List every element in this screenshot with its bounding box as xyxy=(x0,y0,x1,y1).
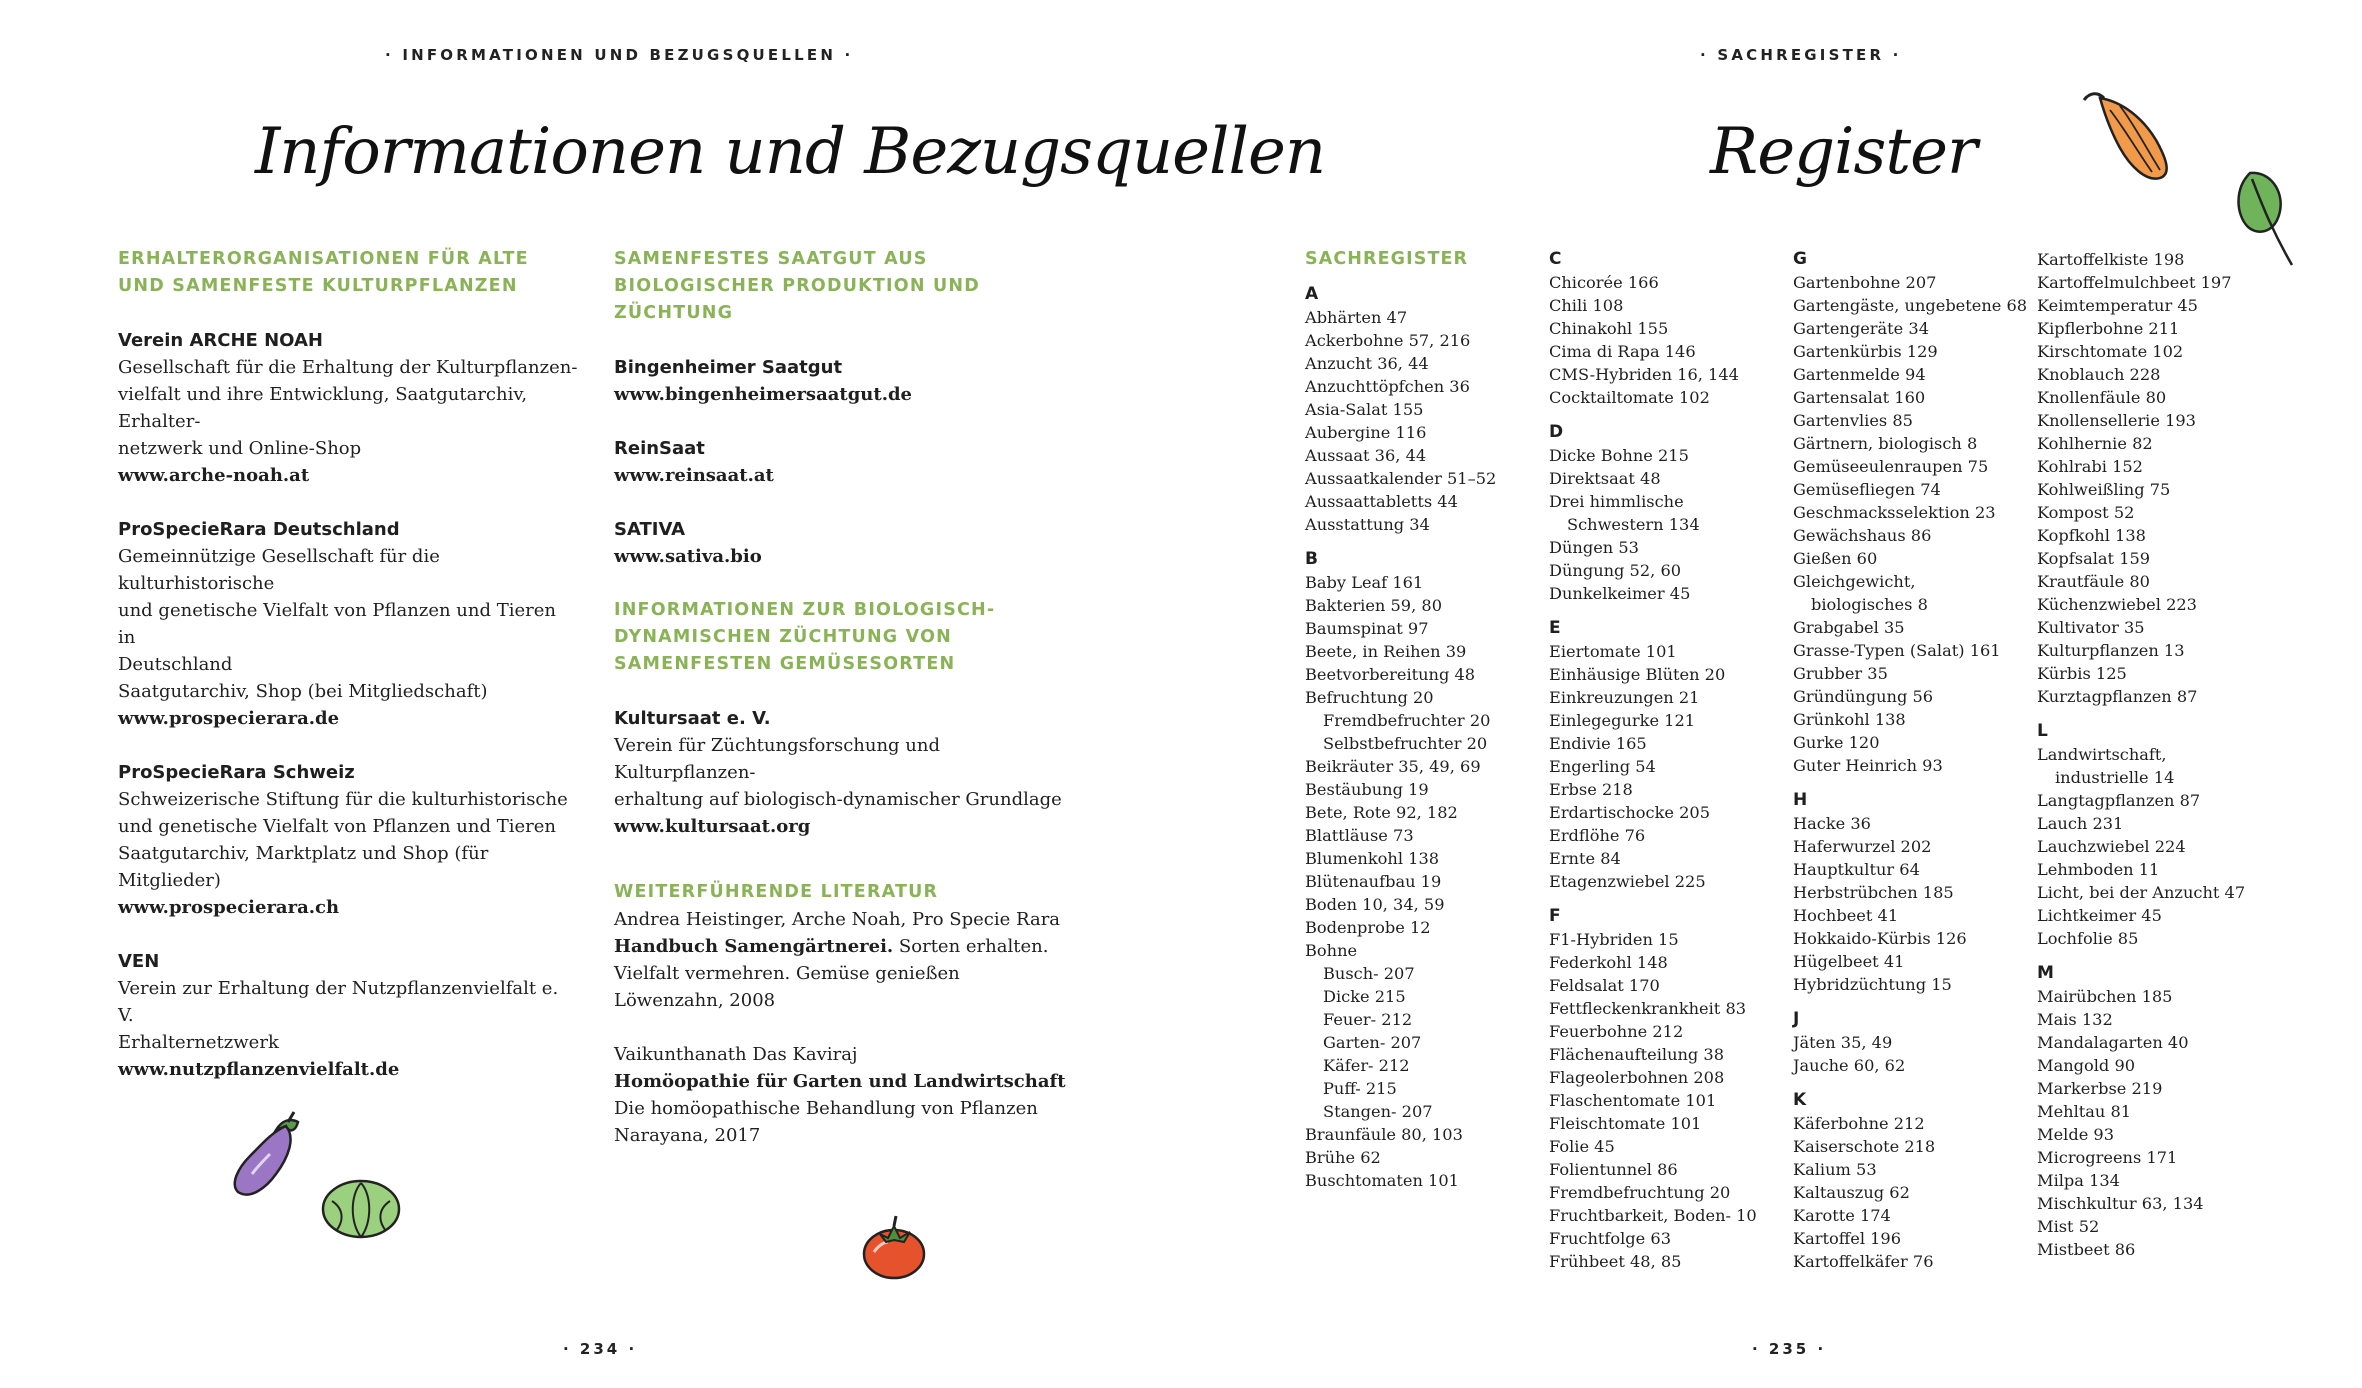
index-entry: Kartoffelkiste 198 xyxy=(2037,250,2185,269)
index-entry: Jäten 35, 49 xyxy=(1793,1033,1893,1052)
index-entry: Jauche 60, 62 xyxy=(1793,1056,1906,1075)
index-entry: Bete, Rote 92, 182 xyxy=(1305,803,1458,822)
index-letter-heading: F xyxy=(1549,906,1561,926)
organization-description: Verein zur Erhaltung der Nutzpflanzenvielfalt e. V. Erhalternetzwerk xyxy=(118,978,559,1053)
index-entry: Kompost 52 xyxy=(2037,503,2135,522)
organization-description: Gesellschaft für die Erhaltung der Kulturpflanzen- vielfalt und ihre Entwicklung, Saatgutarchiv, Erhalter- netzwerk und Online-Shop xyxy=(118,357,578,459)
source-name: SATIVA xyxy=(614,519,686,540)
index-letter-heading: G xyxy=(1793,249,1807,269)
index-entry: Krautfäule 80 xyxy=(2037,572,2150,591)
index-letter-heading: J xyxy=(1793,1009,1800,1029)
index-entry: Garten- 207 xyxy=(1323,1033,1422,1052)
source-link[interactable]: www.bingenheimersaatgut.de xyxy=(614,384,913,405)
index-entry: Knollensellerie 193 xyxy=(2037,411,2196,430)
index-entry: Bestäubung 19 xyxy=(1305,780,1429,799)
index-column-4 xyxy=(2037,248,2272,1261)
index-entry: Grünkohl 138 xyxy=(1793,710,1906,729)
eggplant-icon xyxy=(228,1108,308,1208)
index-entry: Fleischtomate 101 xyxy=(1549,1114,1702,1133)
index-entry: Frühbeet 48, 85 xyxy=(1549,1252,1682,1271)
index-entry: Mistbeet 86 xyxy=(2037,1240,2136,1259)
section-heading-organizations: ERHALTERORGANISATIONEN FÜR ALTE UND SAMENFESTE KULTURPFLANZEN xyxy=(118,249,529,296)
organization-link[interactable]: www.nutzpflanzenvielfalt.de xyxy=(118,1059,400,1080)
running-head-left: · INFORMATIONEN UND BEZUGSQUELLEN · xyxy=(385,46,854,64)
index-entry: Kartoffelmulchbeet 197 xyxy=(2037,273,2232,292)
page-title-right: Register xyxy=(1710,115,1977,189)
index-entry: Kartoffel 196 xyxy=(1793,1229,1902,1248)
index-entry: Feuerbohne 212 xyxy=(1549,1022,1684,1041)
index-entry: Kopfkohl 138 xyxy=(2037,526,2146,545)
index-column-2 xyxy=(1549,248,1784,1273)
organization-link[interactable]: www.prospecierara.ch xyxy=(118,897,340,918)
index-entry: Bakterien 59, 80 xyxy=(1305,596,1442,615)
lit-title: Homöopathie für Garten und Landwirtschaft xyxy=(614,1071,1066,1092)
index-entry: Ausstattung 34 xyxy=(1305,515,1430,534)
organization-entry xyxy=(118,327,578,489)
index-entry: Lochfolie 85 xyxy=(2037,929,2139,948)
index-entry: Guter Heinrich 93 xyxy=(1793,756,1943,775)
index-entry: Kohlweißling 75 xyxy=(2037,480,2171,499)
index-entry: Blattläuse 73 xyxy=(1305,826,1414,845)
index-entry: Kohlrabi 152 xyxy=(2037,457,2143,476)
index-entry: Melde 93 xyxy=(2037,1125,2115,1144)
index-entry: Knollenfäule 80 xyxy=(2037,388,2167,407)
organization-entry xyxy=(118,759,578,921)
index-title: SACHREGISTER xyxy=(1305,249,1469,269)
lit-author: Andrea Heistinger, Arche Noah, Pro Specie Rara xyxy=(614,909,1061,930)
source-link[interactable]: www.reinsaat.at xyxy=(614,465,774,486)
index-entry: F1-Hybriden 15 xyxy=(1549,930,1679,949)
index-entry: Hokkaido-Kürbis 126 xyxy=(1793,929,1967,948)
index-entry: Gartengeräte 34 xyxy=(1793,319,1929,338)
index-letter-heading: K xyxy=(1793,1090,1807,1110)
tomato-icon xyxy=(858,1212,930,1284)
index-entry: Kohlhernie 82 xyxy=(2037,434,2153,453)
index-entry: Landwirtschaft, xyxy=(2037,745,2167,764)
index-entry: Schwestern 134 xyxy=(1567,515,1700,534)
organization-description: Schweizerische Stiftung für die kulturhistorische und genetische Vielfalt von Pflanzen und Tieren Saatgutarchiv, Marktplatz und Shop (für Mitglieder) xyxy=(118,789,568,891)
index-entry: Keimtemperatur 45 xyxy=(2037,296,2198,315)
index-entry: Beete, in Reihen 39 xyxy=(1305,642,1467,661)
index-entry: Hügelbeet 41 xyxy=(1793,952,1905,971)
index-entry: Feuer- 212 xyxy=(1323,1010,1413,1029)
index-entry: Braunfäule 80, 103 xyxy=(1305,1125,1463,1144)
section-heading-literature: WEITERFÜHRENDE LITERATUR xyxy=(614,882,939,902)
index-entry: Gärtnern, biologisch 8 xyxy=(1793,434,1978,453)
lit-publisher: Narayana, 2017 xyxy=(614,1125,761,1146)
source-link[interactable]: www.kultursaat.org xyxy=(614,816,811,837)
section-heading-biodynamic: INFORMATIONEN ZUR BIOLOGISCH-DYNAMISCHEN ZÜCHTUNG VON SAMENFESTEN GEMÜSESORTEN xyxy=(614,600,996,674)
index-entry: Haferwurzel 202 xyxy=(1793,837,1932,856)
index-entry: Blumenkohl 138 xyxy=(1305,849,1440,868)
index-entry: industrielle 14 xyxy=(2055,768,2175,787)
index-entry: Fettfleckenkrankheit 83 xyxy=(1549,999,1747,1018)
index-entry: Cocktailtomate 102 xyxy=(1549,388,1710,407)
organization-entry xyxy=(118,948,578,1083)
index-entry: Baby Leaf 161 xyxy=(1305,573,1424,592)
index-entry: Kalium 53 xyxy=(1793,1160,1877,1179)
index-entry: Fremdbefruchtung 20 xyxy=(1549,1183,1731,1202)
index-entry: Microgreens 171 xyxy=(2037,1148,2178,1167)
index-entry: Aussaatkalender 51–52 xyxy=(1305,469,1497,488)
index-letter-heading: L xyxy=(2037,721,2048,741)
index-entry: Etagenzwiebel 225 xyxy=(1549,872,1706,891)
index-entry: Brühe 62 xyxy=(1305,1148,1381,1167)
index-entry: Selbstbefruchter 20 xyxy=(1323,734,1488,753)
literature-entry xyxy=(614,906,1084,1014)
index-entry: Markerbse 219 xyxy=(2037,1079,2163,1098)
index-letter-heading: E xyxy=(1549,618,1561,638)
index-entry: Einlegegurke 121 xyxy=(1549,711,1696,730)
index-entry: Kulturpflanzen 13 xyxy=(2037,641,2185,660)
index-entry: Einkreuzungen 21 xyxy=(1549,688,1700,707)
page-number-right: · 235 · xyxy=(1752,1340,1827,1358)
index-entry: Beikräuter 35, 49, 69 xyxy=(1305,757,1481,776)
index-entry: Hacke 36 xyxy=(1793,814,1871,833)
index-entry: Gemüseeulenraupen 75 xyxy=(1793,457,1989,476)
index-entry: Dunkelkeimer 45 xyxy=(1549,584,1691,603)
index-entry: Abhärten 47 xyxy=(1305,308,1408,327)
sources-column xyxy=(614,246,1084,1176)
index-entry: Busch- 207 xyxy=(1323,964,1415,983)
index-entry: Gartenvlies 85 xyxy=(1793,411,1913,430)
index-column-3 xyxy=(1793,248,2028,1273)
index-entry: Erbse 218 xyxy=(1549,780,1633,799)
index-entry: Gründüngung 56 xyxy=(1793,687,1934,706)
index-entry: Anzucht 36, 44 xyxy=(1305,354,1429,373)
index-entry: Gemüsefliegen 74 xyxy=(1793,480,1941,499)
index-entry: Grabgabel 35 xyxy=(1793,618,1905,637)
source-name: Bingenheimer Saatgut xyxy=(614,357,843,378)
index-entry: Buschtomaten 101 xyxy=(1305,1171,1459,1190)
index-entry: Licht, bei der Anzucht 47 xyxy=(2037,883,2246,902)
index-entry: Hybridzüchtung 15 xyxy=(1793,975,1952,994)
source-description: Verein für Züchtungsforschung und Kulturpflanzen- erhaltung auf biologisch-dynamischer Grundlage xyxy=(614,735,1062,810)
index-entry: Lauch 231 xyxy=(2037,814,2124,833)
index-entry: Aussaat 36, 44 xyxy=(1305,446,1427,465)
index-entry: Puff- 215 xyxy=(1323,1079,1397,1098)
organization-name: ProSpecieRara Deutschland xyxy=(118,519,400,540)
index-entry: Erdartischocke 205 xyxy=(1549,803,1711,822)
index-letter-heading: D xyxy=(1549,422,1564,442)
index-entry: Hauptkultur 64 xyxy=(1793,860,1920,879)
index-letter-heading: B xyxy=(1305,549,1318,569)
index-entry: Fremdbefruchter 20 xyxy=(1323,711,1491,730)
index-entry: CMS-Hybriden 16, 144 xyxy=(1549,365,1739,384)
source-name: ReinSaat xyxy=(614,438,705,459)
index-entry: Gleichgewicht, xyxy=(1793,572,1916,591)
index-entry: Grubber 35 xyxy=(1793,664,1888,683)
index-entry: Blütenaufbau 19 xyxy=(1305,872,1442,891)
index-entry: Boden 10, 34, 59 xyxy=(1305,895,1445,914)
index-entry: Aussaattabletts 44 xyxy=(1305,492,1458,511)
index-entry: Mischkultur 63, 134 xyxy=(2037,1194,2204,1213)
index-entry: Bohne xyxy=(1305,941,1358,960)
organization-name: ProSpecieRara Schweiz xyxy=(118,762,355,783)
source-link[interactable]: www.sativa.bio xyxy=(614,546,762,567)
index-entry: Käferbohne 212 xyxy=(1793,1114,1925,1133)
index-entry: Milpa 134 xyxy=(2037,1171,2120,1190)
index-entry: Kopfsalat 159 xyxy=(2037,549,2151,568)
index-entry: Lichtkeimer 45 xyxy=(2037,906,2162,925)
index-entry: Feldsalat 170 xyxy=(1549,976,1660,995)
lettuce-icon xyxy=(320,1175,402,1241)
index-entry: Gartensalat 160 xyxy=(1793,388,1926,407)
index-entry: Eiertomate 101 xyxy=(1549,642,1677,661)
index-entry: Mangold 90 xyxy=(2037,1056,2136,1075)
index-entry: Mist 52 xyxy=(2037,1217,2100,1236)
page-title-left: Informationen und Bezugsquellen xyxy=(255,115,1326,189)
index-entry: Ernte 84 xyxy=(1549,849,1621,868)
index-entry: Gurke 120 xyxy=(1793,733,1880,752)
index-entry: Kürbis 125 xyxy=(2037,664,2127,683)
organization-link[interactable]: www.arche-noah.at xyxy=(118,465,310,486)
index-entry: Lehmboden 11 xyxy=(2037,860,2160,879)
index-entry: Lauchzwiebel 224 xyxy=(2037,837,2186,856)
index-entry: Kartoffelkäfer 76 xyxy=(1793,1252,1934,1271)
organization-entry xyxy=(118,516,578,732)
index-entry: Erdflöhe 76 xyxy=(1549,826,1646,845)
index-column-1 xyxy=(1305,248,1540,1192)
index-entry: Stangen- 207 xyxy=(1323,1102,1433,1121)
index-entry: Asia-Salat 155 xyxy=(1305,400,1424,419)
index-entry: Cima di Rapa 146 xyxy=(1549,342,1696,361)
zucchini-icon xyxy=(2080,88,2190,184)
index-entry: Endivie 165 xyxy=(1549,734,1647,753)
index-entry: Chicorée 166 xyxy=(1549,273,1659,292)
index-entry: Dicke 215 xyxy=(1323,987,1406,1006)
index-entry: Mairübchen 185 xyxy=(2037,987,2173,1006)
index-entry: Fruchtfolge 63 xyxy=(1549,1229,1671,1248)
index-entry: Drei himmlische xyxy=(1549,492,1684,511)
organization-name: VEN xyxy=(118,951,160,972)
index-entry: Bodenprobe 12 xyxy=(1305,918,1431,937)
lit-subtitle: Sorten erhalten. Vielfalt vermehren. Gemüse genießen xyxy=(614,936,1049,984)
index-entry: Folie 45 xyxy=(1549,1137,1615,1156)
section-heading-seeds: SAMENFESTES SAATGUT AUS BIOLOGISCHER PRODUKTION UND ZÜCHTUNG xyxy=(614,249,980,323)
index-entry: Küchenzwiebel 223 xyxy=(2037,595,2197,614)
index-entry: Herbstrübchen 185 xyxy=(1793,883,1954,902)
index-entry: Gartenbohne 207 xyxy=(1793,273,1937,292)
index-entry: biologisches 8 xyxy=(1811,595,1928,614)
index-entry: Kaltauszug 62 xyxy=(1793,1183,1910,1202)
index-entry: Flaschentomate 101 xyxy=(1549,1091,1717,1110)
index-entry: Kirschtomate 102 xyxy=(2037,342,2184,361)
index-entry: Mais 132 xyxy=(2037,1010,2113,1029)
lit-author: Vaikunthanath Das Kaviraj xyxy=(614,1044,858,1065)
index-entry: Käfer- 212 xyxy=(1323,1056,1410,1075)
organization-link[interactable]: www.prospecierara.de xyxy=(118,708,340,729)
index-entry: Beetvorbereitung 48 xyxy=(1305,665,1476,684)
lit-publisher: Löwenzahn, 2008 xyxy=(614,990,776,1011)
index-letter-heading: A xyxy=(1305,284,1319,304)
index-entry: Chili 108 xyxy=(1549,296,1624,315)
index-entry: Hochbeet 41 xyxy=(1793,906,1899,925)
index-entry: Dicke Bohne 215 xyxy=(1549,446,1689,465)
index-entry: Befruchtung 20 xyxy=(1305,688,1434,707)
index-letter-heading: M xyxy=(2037,963,2054,983)
index-entry: Flageolerbohnen 208 xyxy=(1549,1068,1725,1087)
index-entry: Ackerbohne 57, 216 xyxy=(1305,331,1471,350)
organization-name: Verein ARCHE NOAH xyxy=(118,330,323,351)
index-entry: Kurztagpflanzen 87 xyxy=(2037,687,2198,706)
index-entry: Fruchtbarkeit, Boden- 10 xyxy=(1549,1206,1757,1225)
index-entry: Düngung 52, 60 xyxy=(1549,561,1682,580)
index-entry: Düngen 53 xyxy=(1549,538,1639,557)
index-entry: Knoblauch 228 xyxy=(2037,365,2161,384)
index-entry: Gießen 60 xyxy=(1793,549,1878,568)
index-entry: Flächenaufteilung 38 xyxy=(1549,1045,1725,1064)
index-entry: Gartenmelde 94 xyxy=(1793,365,1926,384)
organization-description: Gemeinnützige Gesellschaft für die kulturhistorische und genetische Vielfalt von Pflanzen und Tieren in Deutschland Saatgutarchiv, Shop (bei Mitgliedschaft) xyxy=(118,546,556,702)
index-entry: Aubergine 116 xyxy=(1305,423,1427,442)
page-number-left: · 234 · xyxy=(563,1340,638,1358)
index-entry: Karotte 174 xyxy=(1793,1206,1891,1225)
index-entry: Direktsaat 48 xyxy=(1549,469,1661,488)
lit-title: Handbuch Samengärtnerei. xyxy=(614,936,894,957)
index-entry: Grasse-Typen (Salat) 161 xyxy=(1793,641,2001,660)
index-entry: Anzuchttöpfchen 36 xyxy=(1305,377,1470,396)
index-entry: Geschmacksselektion 23 xyxy=(1793,503,1996,522)
index-entry: Kultivator 35 xyxy=(2037,618,2145,637)
index-entry: Gartenkürbis 129 xyxy=(1793,342,1938,361)
index-letter-heading: H xyxy=(1793,790,1808,810)
index-entry: Einhäusige Blüten 20 xyxy=(1549,665,1726,684)
index-entry: Chinakohl 155 xyxy=(1549,319,1669,338)
index-letter-heading: C xyxy=(1549,249,1562,269)
index-entry: Mandalagarten 40 xyxy=(2037,1033,2189,1052)
index-entry: Kaiserschote 218 xyxy=(1793,1137,1936,1156)
org-column xyxy=(118,246,578,1110)
running-head-right: · SACHREGISTER · xyxy=(1700,46,1902,64)
lit-subtitle: Die homöopathische Behandlung von Pflanzen xyxy=(614,1098,1038,1119)
index-entry: Baumspinat 97 xyxy=(1305,619,1429,638)
index-entry: Gewächshaus 86 xyxy=(1793,526,1932,545)
literature-entry xyxy=(614,1041,1084,1149)
index-entry: Langtagpflanzen 87 xyxy=(2037,791,2201,810)
index-entry: Federkohl 148 xyxy=(1549,953,1668,972)
index-entry: Engerling 54 xyxy=(1549,757,1656,776)
index-entry: Gartengäste, ungebetene 68 xyxy=(1793,296,2028,315)
index-entry: Kipflerbohne 211 xyxy=(2037,319,2180,338)
source-name: Kultursaat e. V. xyxy=(614,708,771,729)
index-entry: Folientunnel 86 xyxy=(1549,1160,1678,1179)
index-entry: Mehltau 81 xyxy=(2037,1102,2132,1121)
